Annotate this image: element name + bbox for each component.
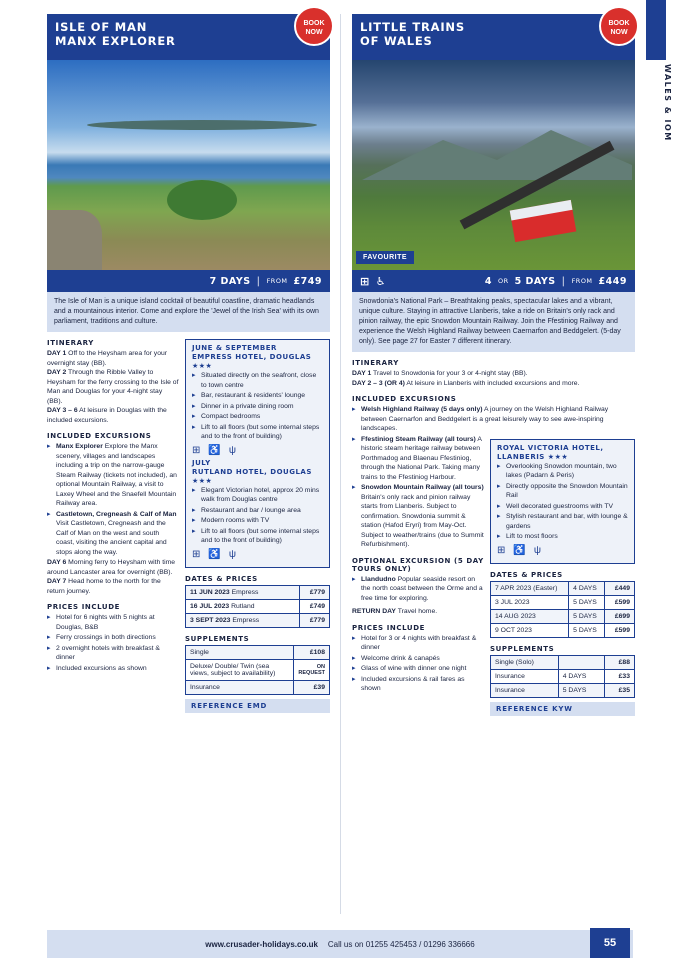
- day-text: At leisure in Llanberis with included excursions and more.: [406, 379, 580, 387]
- excursions-heading: INCLUDED EXCURSIONS: [47, 432, 152, 440]
- supp-label: Deluxe/ Double/ Twin (sea views, subject to availability): [186, 659, 294, 680]
- photo-headland: [87, 120, 317, 130]
- amenity-icons: [192, 445, 323, 456]
- excursion-text: A journey on the Welsh Highland Railway between Caernarfon and Beddgelert is a great leisurely way to see awe-inspiring landscapes.: [361, 406, 609, 432]
- supp-label: Single (Solo): [491, 655, 559, 669]
- date-cell: 14 AUG 2023: [491, 609, 569, 623]
- price-cell: £449: [605, 581, 635, 595]
- dates-heading: DATES & PRICES: [185, 574, 258, 583]
- price-include-item: ▸ Ferry crossings in both directions: [47, 633, 179, 643]
- hotel-feature: ▸ Dinner in a private dining room: [192, 402, 323, 412]
- supp-price: £39: [294, 680, 330, 694]
- excursion-text: A historic steam heritage railway between Porthmadog and Blaenau Ffestiniog, through the National Park. Taking many trains to the Ffestiniog Harbour.: [361, 435, 482, 481]
- amenity-icons: [192, 549, 323, 560]
- restaurant-icon: ψ: [228, 548, 236, 560]
- optional-heading: OPTIONAL EXCURSION (5 DAY TOURS ONLY): [352, 556, 484, 573]
- hotel-feature: ▸ Situated directly on the seafront, close to town centre: [192, 371, 323, 390]
- tour-intro: Snowdonia's National Park – Breathtaking peaks, spectacular lakes and a vibrant, unique culture. Staying in attractive Llanberis, take a ride on Britain's only rack and pinion railway, the epic Snowdon Mountain Railway. Join the Ffestiniog Railway and experience the Welsh Highland Railway between Caernarfon and Beddgelert. (5-day only). See page 27 for Easter 7 different itinerary.: [352, 292, 635, 352]
- hotel-feature: ▸ Stylish restaurant and bar, with lounge & gardens: [497, 512, 628, 531]
- date-value: 11 JUN 2023: [190, 588, 230, 596]
- left-two-columns: [47, 332, 330, 713]
- supp-price: ON REQUEST: [294, 659, 330, 680]
- excursions-heading: INCLUDED EXCURSIONS: [352, 395, 457, 403]
- book-now-badge[interactable]: [294, 6, 334, 46]
- tour-photo: [47, 60, 330, 270]
- day-label: DAY 1: [47, 350, 67, 357]
- days-cell: 5 DAYS: [569, 595, 605, 609]
- itinerary-heading: ITINERARY: [47, 339, 94, 347]
- side-label: WALES & IOM: [663, 64, 672, 142]
- days-label: 7 DAYS: [209, 275, 251, 287]
- grid-icon: ⊞: [192, 548, 201, 560]
- date-cell: [186, 599, 300, 613]
- reference-code: EMD: [247, 701, 268, 710]
- reference-code: KYW: [552, 704, 573, 713]
- hotel-feature: ▸ Modern rooms with TV: [192, 516, 323, 526]
- date-cell: 7 APR 2023 (Easter): [491, 581, 569, 595]
- excursion-item: [352, 405, 635, 434]
- prices-include-list: [352, 634, 484, 694]
- day-text: Off to the Heysham area for your overnight stay (BB).: [47, 350, 168, 367]
- from-label: FROM: [571, 277, 593, 285]
- excursion-item: [352, 435, 484, 483]
- supp-label: Insurance: [186, 680, 294, 694]
- date-cell: 3 JUL 2023: [491, 595, 569, 609]
- itinerary-item: [47, 577, 179, 596]
- price-include-item: ▸ Glass of wine with dinner one night: [352, 664, 484, 674]
- supp-days: [558, 655, 604, 669]
- optional-item: [352, 575, 484, 604]
- reference-bar: [185, 699, 330, 713]
- optional-list: [352, 575, 484, 604]
- excursion-item: [47, 442, 179, 509]
- day-label: DAY 2: [47, 369, 67, 376]
- grid-icon: ⊞: [192, 444, 201, 456]
- supp-price: £108: [294, 645, 330, 659]
- date-value: 16 JUL 2023: [190, 602, 230, 610]
- table-row: [491, 683, 635, 697]
- phone-text: Call us on 01255 425453 / 01296 336666: [327, 939, 475, 949]
- hotel-box: [490, 439, 635, 564]
- itinerary-item: [47, 368, 179, 406]
- price-cell: £699: [605, 609, 635, 623]
- footer-bar: [47, 930, 633, 958]
- wheelchair-icon: ♿: [208, 444, 221, 456]
- reference-label: REFERENCE: [496, 704, 549, 713]
- supp-days: 5 DAYS: [558, 683, 604, 697]
- table-row: [491, 595, 635, 609]
- grid-icon: ⊞: [360, 274, 370, 288]
- day-text: Travel to Snowdonia for your 3 or 4-night stay (BB).: [373, 370, 528, 377]
- dates-heading: DATES & PRICES: [490, 570, 563, 579]
- book-now-badge[interactable]: [599, 6, 639, 46]
- hotel-dates: JULY: [192, 458, 211, 467]
- supplements-heading: SUPPLEMENTS: [185, 634, 250, 643]
- column-divider: [340, 14, 341, 914]
- supp-days: 4 DAYS: [558, 669, 604, 683]
- hotel-features: [497, 462, 628, 542]
- excursion-name: Snowdon Mountain Railway (all tours): [361, 484, 484, 491]
- optional-name: Llandudno: [361, 575, 396, 583]
- separator: |: [256, 275, 261, 287]
- day-text: Travel home.: [397, 608, 438, 615]
- date-cell: [186, 585, 300, 599]
- excursion-text: Britain's only rack and pinion railway starts from Llanberis. Subject to confirmation. Snowdonia summit & station (Hafod Eryri) from May-Oct. Subject to weather/trains (due to Summit Refurbishment).: [361, 493, 484, 548]
- hotel-feature: ▸ Lift to all floors (but some internal steps and to the front of building): [192, 423, 323, 442]
- badge-line1: BOOK: [608, 20, 630, 27]
- return-day: [352, 607, 484, 617]
- hotel-name: RUTLAND HOTEL, DOUGLAS ★★★: [192, 467, 312, 485]
- date-value: 3 SEPT 2023: [190, 616, 231, 624]
- days-or: OR: [497, 277, 509, 285]
- days-bar-icons: [360, 275, 386, 288]
- hotel-dates: JUNE & SEPTEMBER: [192, 344, 277, 352]
- day-label: RETURN DAY: [352, 608, 396, 615]
- excursion-item: [352, 483, 484, 550]
- day-text: At leisure in Douglas with the included excursions.: [47, 407, 167, 424]
- day-text: Morning ferry to Heysham with time around Lancaster area for overnight (BB).: [47, 559, 176, 576]
- supp-price: £33: [605, 669, 635, 683]
- amenity-icons: [497, 545, 628, 556]
- price-cell: £599: [605, 623, 635, 637]
- page-number: 55: [590, 928, 630, 958]
- day-text: Through the Ribble Valley to Heysham for the ferry crossing to the Isle of Man and Douglas for your 4-night stay (BB).: [47, 369, 179, 405]
- hotel-feature: ▸ Well decorated guestrooms with TV: [497, 502, 628, 512]
- excursion-text: Visit Castletown, Cregneash and the Calf of Man on the west and south coast, visiting the ancient capital and stops along the way.: [56, 520, 167, 556]
- hotel-feature: ▸ Bar, restaurant & residents' lounge: [192, 391, 323, 401]
- wheelchair-icon: ♿: [375, 274, 387, 288]
- supp-label: Single: [186, 645, 294, 659]
- hotel-feature: ▸ Compact bedrooms: [192, 412, 323, 422]
- days-price-bar: [47, 270, 330, 292]
- days-price-bar: [352, 270, 635, 292]
- wheelchair-icon: ♿: [513, 544, 526, 556]
- favourite-tag: FAVOURITE: [356, 251, 414, 264]
- wheelchair-icon: ♿: [208, 548, 221, 560]
- supp-price: £35: [605, 683, 635, 697]
- tour-title-line1: LITTLE TRAINS: [360, 20, 465, 34]
- tour-photo: [352, 60, 635, 270]
- day-text: Head home to the north for the return journey.: [47, 578, 161, 595]
- dates-table: [185, 585, 330, 628]
- price-include-item: ▸ Included excursions as shown: [47, 664, 179, 674]
- hotel-features: [192, 371, 323, 442]
- date-note: Rutland: [231, 602, 255, 610]
- price-include-item: ▸ Hotel for 3 or 4 nights with breakfast & dinner: [352, 634, 484, 653]
- hotel-features: [192, 486, 323, 546]
- hotel-feature: ▸ Lift to all floors (but some internal steps and to the front of building): [192, 527, 323, 546]
- itinerary-item: [47, 406, 179, 425]
- badge-line2: NOW: [610, 29, 628, 36]
- days-label: 5 DAYS: [514, 275, 556, 287]
- price-include-item: ▸ 2 overnight hotels with breakfast & dinner: [47, 644, 179, 663]
- supplements-table: [490, 655, 635, 698]
- supp-label: Insurance: [491, 683, 559, 697]
- table-row: [491, 655, 635, 669]
- days-cell: 5 DAYS: [569, 623, 605, 637]
- tour-title-bar: [47, 14, 330, 60]
- table-row: [186, 659, 330, 680]
- price-include-item: ▸ Included excursions & rail fares as shown: [352, 675, 484, 694]
- table-row: [186, 599, 330, 613]
- dates-table: [490, 581, 635, 638]
- date-cell: [186, 613, 300, 627]
- itinerary-item: [47, 349, 179, 368]
- badge-line2: NOW: [305, 29, 323, 36]
- tour-title-line1: ISLE OF MAN: [55, 20, 148, 34]
- day-label: DAY 2 – 3 (OR 4): [352, 379, 405, 387]
- table-row: [491, 581, 635, 595]
- itinerary-item: [47, 558, 179, 577]
- hotel-feature: ▸ Restaurant and bar / lounge area: [192, 506, 323, 516]
- prices-include-heading: PRICES INCLUDE: [352, 623, 426, 632]
- prices-include-list: [47, 613, 179, 673]
- date-cell: 9 OCT 2023: [491, 623, 569, 637]
- hotel-feature: ▸ Overlooking Snowdon mountain, two lakes (Padarn & Peris): [497, 462, 628, 481]
- left-sub-a: [47, 332, 179, 713]
- table-row: [186, 585, 330, 599]
- hotel-name: ROYAL VICTORIA HOTEL, LLANBERIS ★★★: [497, 443, 604, 461]
- photo-bush: [167, 180, 237, 220]
- from-price: £449: [598, 275, 627, 287]
- price-cell: £779: [300, 585, 330, 599]
- table-row: [491, 609, 635, 623]
- excursion-text: Explore the Manx scenery, villages and landscapes including a trip on the narrow-gauge Steam Railway (tickets not included), an optional Mountain Railway, a visit to Laxey Wheel and the Snaefell Mountain Railway area.: [56, 443, 177, 507]
- price-cell: £779: [300, 613, 330, 627]
- itinerary-item: [352, 379, 635, 389]
- price-include-item: ▸ Hotel for 6 nights with 5 nights at Douglas, B&B: [47, 613, 179, 632]
- hotel-feature: ▸ Elegant Victorian hotel, approx 20 mins walk from Douglas centre: [192, 486, 323, 505]
- days-cell: 4 DAYS: [569, 581, 605, 595]
- supplements-table: [185, 645, 330, 695]
- grid-icon: ⊞: [497, 544, 506, 556]
- date-note: Empress: [231, 588, 259, 596]
- badge-line1: BOOK: [303, 20, 325, 27]
- tour-isle-of-man: [47, 14, 330, 713]
- photo-train: [510, 200, 577, 242]
- hotel-feature: ▸ Lift to most floors: [497, 532, 628, 542]
- tour-title-line2: OF WALES: [360, 34, 433, 48]
- from-price: £749: [293, 275, 322, 287]
- table-row: [186, 645, 330, 659]
- supplements-heading: SUPPLEMENTS: [490, 644, 555, 653]
- tour-little-trains: [352, 14, 635, 716]
- hotel-box: [185, 339, 330, 568]
- day-label: DAY 1: [352, 370, 372, 377]
- restaurant-icon: ψ: [228, 444, 236, 456]
- days-cell: 5 DAYS: [569, 609, 605, 623]
- day-label: DAY 3 – 6: [47, 407, 78, 414]
- right-two-columns: [352, 435, 635, 716]
- itinerary-heading: ITINERARY: [352, 359, 399, 367]
- supp-label: Insurance: [491, 669, 559, 683]
- separator: |: [561, 275, 566, 287]
- hotel-name: EMPRESS HOTEL, DOUGLAS ★★★: [192, 353, 312, 370]
- price-include-item: ▸ Welcome drink & canapés: [352, 654, 484, 664]
- right-sub-a: [352, 435, 484, 716]
- excursion-name: Ffestiniog Steam Railway (all tours): [361, 435, 476, 443]
- days-a: 4: [484, 275, 492, 287]
- photo-rock: [47, 210, 102, 270]
- reference-label: REFERENCE: [191, 701, 244, 710]
- website-link[interactable]: www.crusader-holidays.co.uk: [205, 939, 318, 949]
- right-sub-b: [490, 435, 635, 716]
- date-note: Empress: [232, 616, 260, 624]
- excursion-name: Manx Explorer: [56, 443, 103, 450]
- optional-text: Popular seaside resort on the north coast between the Orme and a free time for exploring.: [361, 575, 483, 602]
- prices-include-heading: PRICES INCLUDE: [47, 603, 121, 611]
- supp-price: £88: [605, 655, 635, 669]
- tour-intro: The Isle of Man is a unique island cocktail of beautiful coastline, dramatic headlands and a mountainous interior. Come and explore the 'Jewel of the Irish Sea' with its own parliament, traditions and culture.: [47, 292, 330, 332]
- table-row: [491, 669, 635, 683]
- excursions-list: [352, 435, 484, 550]
- restaurant-icon: ψ: [533, 544, 541, 556]
- table-row: [186, 680, 330, 694]
- excursions-list: [352, 405, 635, 434]
- excursions-list: [47, 442, 179, 557]
- reference-bar: [490, 702, 635, 716]
- excursion-name: Castletown, Cregneash & Calf of Man: [56, 510, 177, 518]
- tour-title-line2: MANX EXPLORER: [55, 34, 176, 48]
- itinerary-item: [352, 369, 635, 379]
- day-label: DAY 7: [47, 578, 67, 585]
- table-row: [491, 623, 635, 637]
- left-sub-b: [185, 332, 330, 713]
- table-row: [186, 613, 330, 627]
- excursion-name: Welsh Highland Railway (5 days only): [361, 406, 483, 413]
- price-cell: £749: [300, 599, 330, 613]
- hotel-feature: ▸ Directly opposite the Snowdon Mountain Rail: [497, 482, 628, 501]
- from-label: FROM: [266, 277, 288, 285]
- day-label: DAY 6: [47, 559, 67, 566]
- excursion-item: [47, 510, 179, 558]
- price-cell: £599: [605, 595, 635, 609]
- side-tab: [646, 0, 666, 60]
- tour-title-bar: [352, 14, 635, 60]
